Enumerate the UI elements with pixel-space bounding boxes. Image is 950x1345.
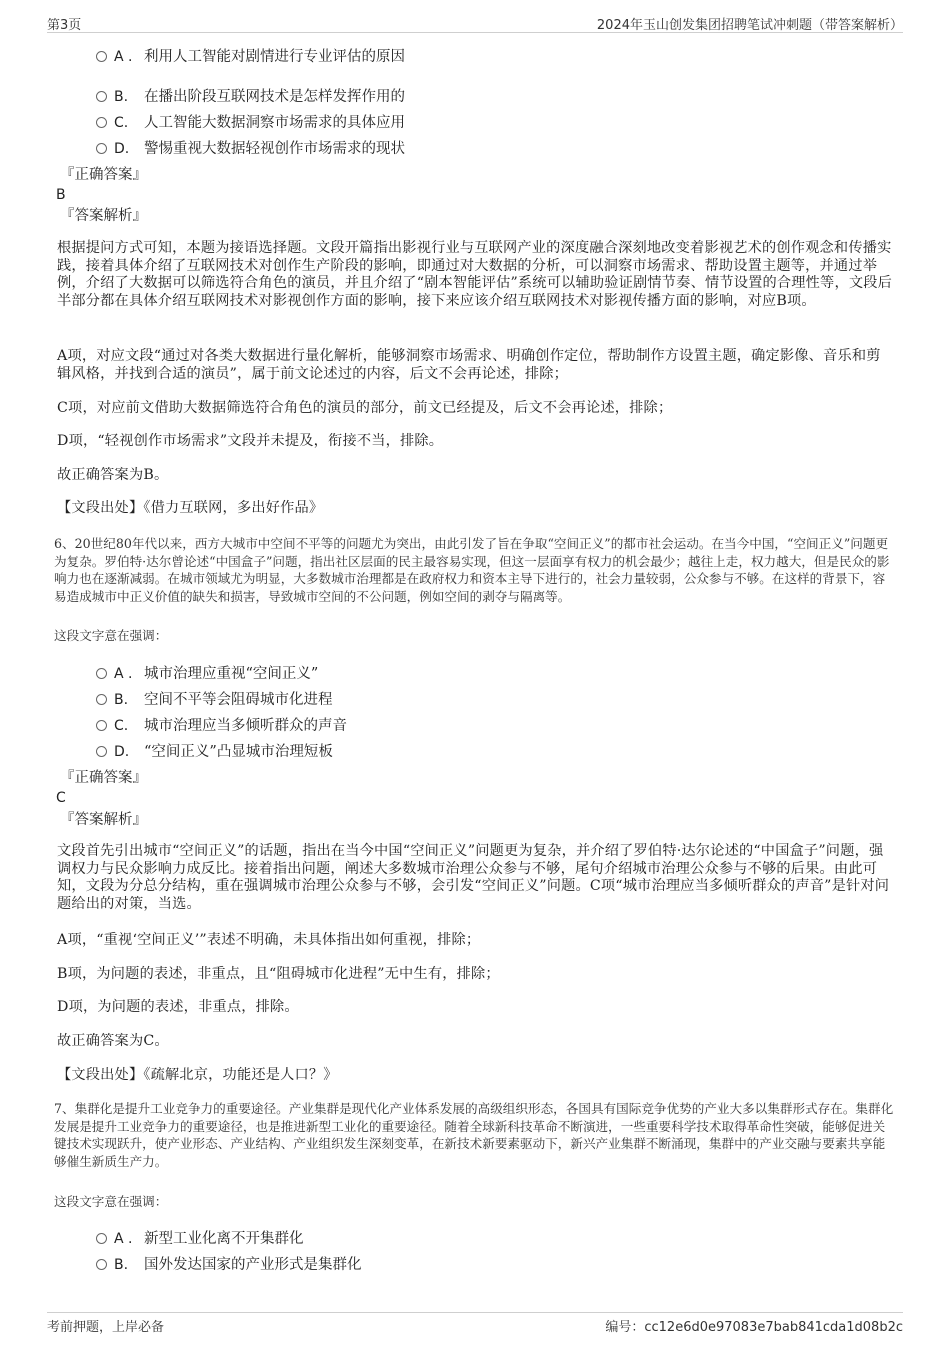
option-a[interactable]: A . 新型工业化离不开集群化 [96,1229,304,1249]
radio-icon[interactable] [96,720,107,731]
radio-icon[interactable] [96,668,107,679]
radio-icon[interactable] [96,1259,107,1270]
page-footer [47,1312,903,1337]
option-b[interactable]: B. 空间不平等会阻碍城市化进程 [96,690,333,710]
option-text: 警惕重视大数据轻视创作市场需求的现状 [144,141,405,157]
analysis-paragraph: 根据提问方式可知，本题为接语选择题。文段开篇指出影视行业与互联网产业的深度融合深刻地改变着影视艺术的创作观念和传播实践，接着具体介绍了互联网技术对创作生产阶段的影响，即通过对大数据的分析，可以洞察市场需求、帮助设置主题等，并通过举例，介绍了大数据可以筛选符合角色的演员，并且介绍了“剧本智能评估”系统可以辅助验证剧情节奏、情节设置的合理性等，文段后半部分都在具体介绍互联网技术对影视创作方面的影响，接下来应该介绍互联网技术对影视传播方面的影响，对应B项。 [57,240,892,309]
page-header [47,12,903,33]
question-prompt: 这段文字意在强调： [54,1194,168,1209]
option-text: 新型工业化离不开集群化 [144,1231,304,1247]
option-text: “空间正义”凸显城市治理短板 [144,744,333,760]
radio-icon[interactable] [96,91,107,102]
radio-icon[interactable] [96,143,107,154]
analysis-paragraph: B项，为问题的表述，非重点，且“阻碍城市化进程”无中生有，排除； [57,966,500,982]
option-b[interactable]: B. 在播出阶段互联网技术是怎样发挥作用的 [96,87,405,107]
analysis-paragraph: C项，对应前文借助大数据筛选符合角色的演员的部分，前文已经提及，后文不会再论述，排除； [57,400,673,416]
radio-icon[interactable] [96,746,107,757]
source-citation: 【文段出处】《借力互联网，多出好作品》 [57,500,324,516]
analysis-label: 『答案解析』 [60,208,147,224]
page-number: 第3页 [47,18,82,33]
option-d[interactable]: D. 警惕重视大数据轻视创作市场需求的现状 [96,139,405,159]
correct-answer-label: 『正确答案』 [60,770,147,786]
analysis-paragraph: 故正确答案为C。 [57,1033,169,1049]
option-c[interactable]: C. 城市治理应当多倾听群众的声音 [96,716,347,736]
question-prompt: 这段文字意在强调： [54,628,168,643]
radio-icon[interactable] [96,1233,107,1244]
analysis-paragraph: 故正确答案为B。 [57,467,169,483]
analysis-paragraph: A项，对应文段“通过对各类大数据进行量化解析，能够洞察市场需求、明确创作定位，帮助制作方设置主题，确定影像、音乐和剪辑风格，并找到合适的演员”，属于前文论述过的内容，后文不会再论述，排除； [57,348,881,382]
option-b[interactable]: B. 国外发达国家的产业形式是集群化 [96,1255,362,1275]
analysis-paragraph: D项，“轻视创作市场需求”文段并未提及，衔接不当，排除。 [57,433,444,449]
correct-answer: B [56,187,66,203]
radio-icon[interactable] [96,694,107,705]
document-id: 编号：cc12e6d0e97083e7bab841cda1d08b2c [605,1320,903,1335]
analysis-paragraph: A项，“重视‘空间正义’”表述不明确，未具体指出如何重视，排除； [57,932,481,948]
footer-slogan: 考前押题，上岸必备 [47,1320,165,1335]
option-a[interactable]: A . 利用人工智能对剧情进行专业评估的原因 [96,47,405,67]
analysis-paragraph: 文段首先引出城市“空间正义”的话题，指出在当今中国“空间正义”问题更为复杂，并介绍了罗伯特·达尔论述的“中国盒子”问题，强调权力与民众影响力成反比。接着指出问题，阐述大多数城市治理公众参与不够，尾句介绍城市治理公众参与不够的后果。由此可知，文段为分总分结构，重在强调城市治理公众参与不够，会引发“空间正义”问题。C项“城市治理应当多倾听群众的声音”是针对问题给出的对策，当选。 [57,843,890,912]
option-text: 城市治理应当多倾听群众的声音 [144,718,347,734]
option-a[interactable]: A . 城市治理应重视“空间正义” [96,664,318,684]
option-text: 空间不平等会阻碍城市化进程 [144,692,333,708]
option-text: 人工智能大数据洞察市场需求的具体应用 [144,115,405,131]
option-text: 利用人工智能对剧情进行专业评估的原因 [144,49,405,65]
source-citation: 【文段出处】《疏解北京，功能还是人口？》 [57,1067,338,1083]
correct-answer-label: 『正确答案』 [60,167,147,183]
analysis-label: 『答案解析』 [60,812,147,828]
analysis-paragraph: D项，为问题的表述，非重点，排除。 [57,999,299,1015]
radio-icon[interactable] [96,51,107,62]
question-text: 7、集群化是提升工业竞争力的重要途径。产业集群是现代化产业体系发展的高级组织形态，各国具有国际竞争优势的产业大多以集群形式存在。集群化发展是提升工业竞争力的重要途径，也是推进新型工业化的重要途径。随着全球新科技革命不断演进，一些重要科学技术取得革命性突破，能够促进关键技术实现跃升，使产业形态、产业结构、产业组织发生深刻变革，在新技术新要素驱动下，新兴产业集群不断涌现，集群中的产业交融与要素共享能够催生新质生产力。 [54,1101,894,1169]
correct-answer: C [56,790,66,806]
option-d[interactable]: D. “空间正义”凸显城市治理短板 [96,742,333,762]
document-title: 2024年玉山创发集团招聘笔试冲刺题（带答案解析） [596,18,903,33]
option-text: 城市治理应重视“空间正义” [144,666,319,682]
option-text: 国外发达国家的产业形式是集群化 [144,1257,362,1273]
option-c[interactable]: C. 人工智能大数据洞察市场需求的具体应用 [96,113,405,133]
option-text: 在播出阶段互联网技术是怎样发挥作用的 [144,89,405,105]
question-text: 6、20世纪80年代以来，西方大城市中空间不平等的问题尤为突出，由此引发了旨在争取“空间正义”的都市社会运动。在当今中国，“空间正义”问题更为复杂。罗伯特·达尔曾论述“中国盒子”问题，指出社区层面的民主最容易实现，但这一层面享有权力的机会最少；越往上走，权力越大，但是民众的影响力也在逐渐减弱。在城市领域尤为明显，大多数城市治理都是在政府权力和资本主导下进行的，社会力量较弱，公众参与不够。在这样的背景下，容易造成城市中正义价值的缺失和损害，导致城市空间的不公问题，例如空间的剥夺与隔离等。 [54,536,890,604]
radio-icon[interactable] [96,117,107,128]
